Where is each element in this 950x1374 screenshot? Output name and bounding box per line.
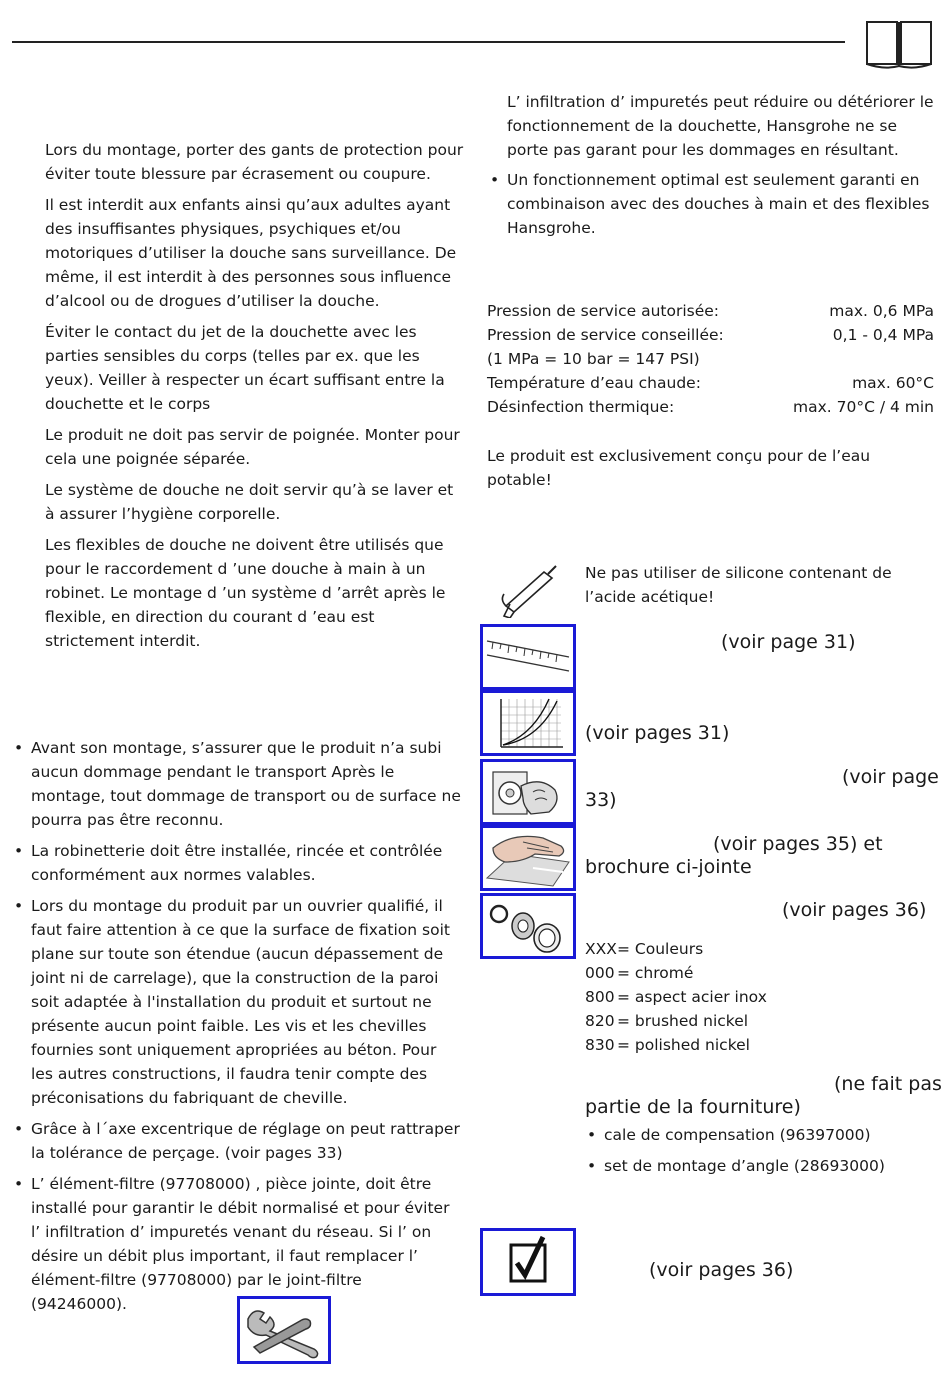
color-code: 000: [585, 964, 615, 982]
color-name: = Couleurs: [617, 940, 704, 958]
color-name: = aspect acier inox: [617, 988, 767, 1006]
safety-paragraph: Le produit ne doit pas servir de poignée. Monter pour cela une poignée séparée.: [45, 426, 460, 468]
color-row: [585, 1033, 767, 1057]
spec-label: Pression de service conseillée:: [487, 326, 724, 344]
dimensions-reference: (voir page 31): [721, 631, 856, 653]
wrench-icon: [237, 1296, 331, 1364]
spec-value: max. 0,6 MPa: [829, 302, 934, 320]
book-icon: [864, 14, 934, 70]
accessories-list: [585, 1123, 945, 1185]
spec-row: [487, 299, 934, 323]
flow-diagram-icon: [480, 690, 576, 756]
spare-parts-reference: (voir pages 36): [782, 899, 927, 921]
assembly-list: [12, 736, 462, 1323]
list-item: • set de montage d’angle (28693000): [585, 1154, 945, 1178]
continuation-text: L’ infiltration d’ impuretés peut réduire ou détériorer le fonctionnement de la douchette, Hansgrohe ne se porte pas garant pour les dommages en résultant.: [507, 93, 934, 159]
spec-value: max. 70°C / 4 min: [792, 398, 934, 416]
installation-reference-a: (voir page: [842, 766, 939, 788]
installation-icon: [480, 759, 576, 825]
color-code: 820: [585, 1012, 615, 1030]
color-row: [585, 985, 767, 1009]
list-item: • Grâce à l´axe excentrique de réglage on peut rattraper la tolérance de perçage. (voir pages 33): [12, 1117, 462, 1165]
color-name: = brushed nickel: [617, 1012, 749, 1030]
accessories-heading-a: (ne fait pas: [834, 1073, 942, 1095]
list-item: • cale de compensation (96397000): [585, 1123, 945, 1147]
accessories-heading-b: partie de la fourniture): [585, 1096, 801, 1118]
color-code: 830: [585, 1036, 615, 1054]
spec-value: 0,1 - 0,4 MPa: [832, 326, 934, 344]
color-row: [585, 1009, 767, 1033]
checkbox-icon: [480, 1228, 576, 1296]
spec-label: Pression de service autorisée:: [487, 302, 720, 320]
color-row: [585, 937, 767, 961]
safety-paragraph: Les flexibles de douche ne doivent être utilisés que pour le raccordement d ’une douche à main à un robinet. Le montage d ’un système d ’arrêt après le flexible, en direction du courant d ’eau est strictement interdit.: [45, 536, 446, 650]
color-code: XXX: [585, 940, 617, 958]
list-item: • La robinetterie doit être installée, rincée et contrôlée conformément aux normes valables.: [12, 839, 462, 887]
header-rule: [12, 41, 845, 43]
color-row: [585, 961, 767, 985]
cleaning-reference-b: brochure ci-jointe: [585, 856, 752, 878]
safety-paragraph: Le système de douche ne doit servir qu’à se laver et à assurer l’hygiène corporelle.: [45, 481, 454, 523]
assembly-continuation: [507, 90, 942, 247]
spec-row: [487, 323, 934, 347]
safety-paragraph: Éviter le contact du jet de la douchette avec les parties sensibles du corps (telles par ex. que les yeux). Veiller à respecter un écart suffisant entre la douchette et le corps: [45, 323, 445, 413]
color-name: = polished nickel: [617, 1036, 750, 1054]
spec-row: [487, 347, 934, 371]
spec-label: Désinfection thermique:: [487, 398, 675, 416]
ruler-icon: [480, 624, 576, 690]
color-name: = chromé: [617, 964, 694, 982]
color-code: 800: [585, 988, 615, 1006]
list-item: • L’ élément-filtre (97708000) , pièce jointe, doit être installé pour garantir le débit normalisé et pour éviter l’ infiltration d’ impuretés venant du réseau. Si l’ on désire un débit plus important, il faut remplacer l’ élément-filtre (97708000) par le joint-filtre (94246000).: [12, 1172, 462, 1316]
cleaning-reference-a: (voir pages 35) et: [713, 833, 883, 855]
silicone-warning: Ne pas utiliser de silicone contenant de l’acide acétique!: [585, 564, 892, 606]
test-reference: (voir pages 36): [649, 1259, 794, 1281]
color-codes: [585, 937, 767, 1057]
silicone-gun-icon: [496, 560, 560, 618]
technical-data: [487, 299, 934, 419]
spec-value: max. 60°C: [852, 374, 934, 392]
list-item: • Un fonctionnement optimal est seulement garanti en combinaison avec des douches à main et des flexibles Hansgrohe.: [488, 168, 942, 240]
safety-section: [45, 138, 465, 660]
installation-reference-b: 33): [585, 789, 617, 811]
spec-label: (1 MPa = 10 bar = 147 PSI): [487, 350, 700, 368]
spec-label: Température d’eau chaude:: [487, 374, 701, 392]
safety-paragraph: Lors du montage, porter des gants de protection pour éviter toute blessure par écrasement ou coupure.: [45, 141, 464, 183]
list-item: • Lors du montage du produit par un ouvrier qualifié, il faut faire attention à ce que la surface de fixation soit plane sur toute son étendue (aucun dépassement de joint ni de carrelage), que la construction de la paroi soit adaptée à l'installation du produit et surtout ne présente aucun point faible. Les vis et les chevilles fournies sont uniquement apropriées au béton. Pour les autres constructions, il faudra tenir compte des préconisations du fabriquant de cheville.: [12, 894, 462, 1110]
list-item: • Avant son montage, s’assurer que le produit n’a subi aucun dommage pendant le transport Après le montage, tout dommage de transport ou de surface ne pourra pas être reconnu.: [12, 736, 462, 832]
spec-row: [487, 395, 934, 419]
cleaning-icon: [480, 825, 576, 891]
safety-paragraph: Il est interdit aux enfants ainsi qu’aux adultes ayant des insuffisantes physiques, psychiques et/ou motoriques d’utiliser la douche sans surveillance. De même, il est interdit à des personnes sous influence d’alcool ou de drogues d’utiliser la douche.: [45, 196, 457, 310]
flow-reference: (voir pages 31): [585, 722, 730, 744]
spec-row: [487, 371, 934, 395]
potable-water-note: Le produit est exclusivement conçu pour de l’eau potable!: [487, 447, 871, 489]
spare-parts-icon: [480, 893, 576, 959]
